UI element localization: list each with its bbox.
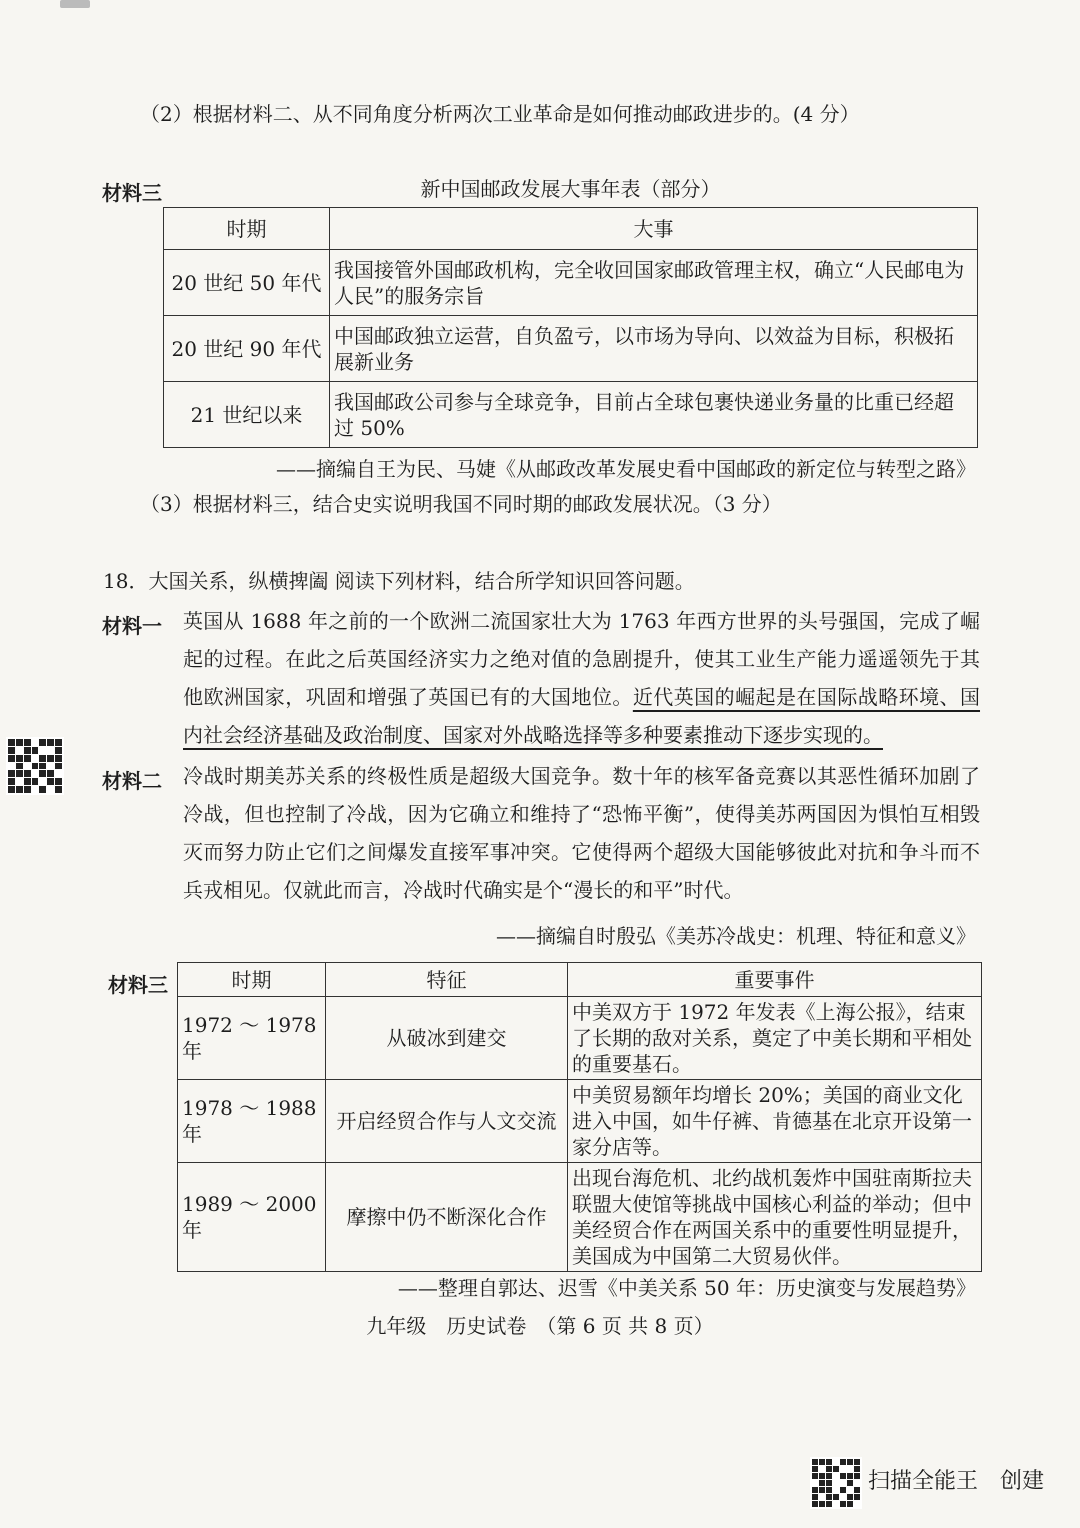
- material-2-label: 材料二: [102, 769, 162, 793]
- row-period: 20 世纪 90 年代: [164, 316, 330, 382]
- material-1-body: 英国从 1688 年之前的一个欧洲二流国家壮大为 1763 年西方世界的头号强国，完成了崛起的过程。在此之后英国经济实力之绝对值的急剧提升，使其工业生产能力遥遥领先于其他欧洲国家，巩固和增强了英国已有的大国地位。: [183, 609, 980, 709]
- sino-us-relations-table: [177, 962, 982, 1272]
- row-event: 中美双方于 1972 年发表《上海公报》，结束了长期的敌对关系，奠定了中美长期和平相处的重要基石。: [568, 997, 982, 1080]
- source-2: ——摘编自时殷弘《美苏冷战史：机理、特征和意义》: [496, 924, 976, 948]
- scan-corner-mark: [60, 0, 90, 8]
- row-event: 我国邮政公司参与全球竞争，目前占全球包裹快递业务量的比重已经超过 50%: [330, 382, 978, 448]
- header-event: 大事: [330, 208, 978, 250]
- postal-timeline-table: [163, 207, 978, 448]
- row-period: 21 世纪以来: [164, 382, 330, 448]
- table-header-row: [164, 208, 978, 250]
- header-period: 时期: [164, 208, 330, 250]
- material-2-text: 冷战时期美苏关系的终极性质是超级大国竞争。数十年的核军备竞赛以其恶性循环加剧了冷战，但也控制了冷战，因为它确立和维持了“恐怖平衡”，使得美苏两国因为惧怕互相毁灭而努力防止它们之间爆发直接军事冲突。它使得两个超级大国能够彼此对抗和争斗而不兵戎相见。仅就此而言，冷战时代确实是个“漫长的和平”时代。: [183, 764, 980, 902]
- row-period: 1978 ～ 1988 年: [178, 1080, 326, 1163]
- scanner-watermark-text: 扫描全能王 创建: [868, 1469, 1045, 1494]
- question-3: （3）根据材料三，结合史实说明我国不同时期的邮政发展状况。（3 分）: [140, 492, 782, 516]
- header-feature: 特征: [326, 963, 568, 997]
- row-period: 1972 ～ 1978 年: [178, 997, 326, 1080]
- row-period: 20 世纪 50 年代: [164, 250, 330, 316]
- table-row: [164, 382, 978, 448]
- table-row: [164, 250, 978, 316]
- qr-code-watermark: [810, 1457, 862, 1509]
- row-event: 中美贸易额年均增长 20%；美国的商业文化进入中国，如牛仔裤、肯德基在北京开设第一家分店等。: [568, 1080, 982, 1163]
- table-header-row: [178, 963, 982, 997]
- material-3b-label: 材料三: [108, 973, 168, 997]
- row-feature: 开启经贸合作与人文交流: [326, 1080, 568, 1163]
- header-period: 时期: [178, 963, 326, 997]
- row-event: 中国邮政独立运营，自负盈亏，以市场为导向、以效益为目标，积极拓展新业务: [330, 316, 978, 382]
- source-1: ——摘编自王为民、马婕《从邮政改革发展史看中国邮政的新定位与转型之路》: [276, 457, 976, 481]
- table-row: [164, 316, 978, 382]
- header-event: 重要事件: [568, 963, 982, 997]
- question-2: （2）根据材料二、从不同角度分析两次工业革命是如何推动邮政进步的。(4 分）: [140, 102, 860, 126]
- table-row: [178, 1163, 982, 1272]
- material-1-label: 材料一: [102, 614, 162, 638]
- row-feature: 摩擦中仍不断深化合作: [326, 1163, 568, 1272]
- material-3-label: 材料三: [102, 181, 162, 205]
- source-3: ——整理自郭达、迟雪《中美关系 50 年：历史演变与发展趋势》: [397, 1276, 976, 1300]
- row-feature: 从破冰到建交: [326, 997, 568, 1080]
- row-period: 1989 ～ 2000 年: [178, 1163, 326, 1272]
- material-1-underlined: 近代英国的崛起是在国际战略环境、国内社会经济基础及政治制度、国家对外战略选择等多种要素推动下逐步实现的。: [183, 685, 981, 747]
- row-event: 我国接管外国邮政机构，完全收回国家邮政管理主权，确立“人民邮电为人民”的服务宗旨: [330, 250, 978, 316]
- material-1-text: [183, 602, 980, 754]
- table1-title: 新中国邮政发展大事年表（部分）: [420, 177, 721, 201]
- table-row: [178, 1080, 982, 1163]
- question-18: 18．大国关系，纵横捭阖 阅读下列材料，结合所学知识回答问题。: [103, 569, 695, 593]
- page-footer: 九年级 历史试卷 （第 6 页 共 8 页）: [366, 1314, 714, 1338]
- row-event: 出现台海危机、北约战机轰炸中国驻南斯拉夫联盟大使馆等挑战中国核心利益的举动；但中美经贸合作在两国关系中的重要性明显提升，美国成为中国第二大贸易伙伴。: [568, 1163, 982, 1272]
- table-row: [178, 997, 982, 1080]
- qr-code-left: [6, 737, 64, 795]
